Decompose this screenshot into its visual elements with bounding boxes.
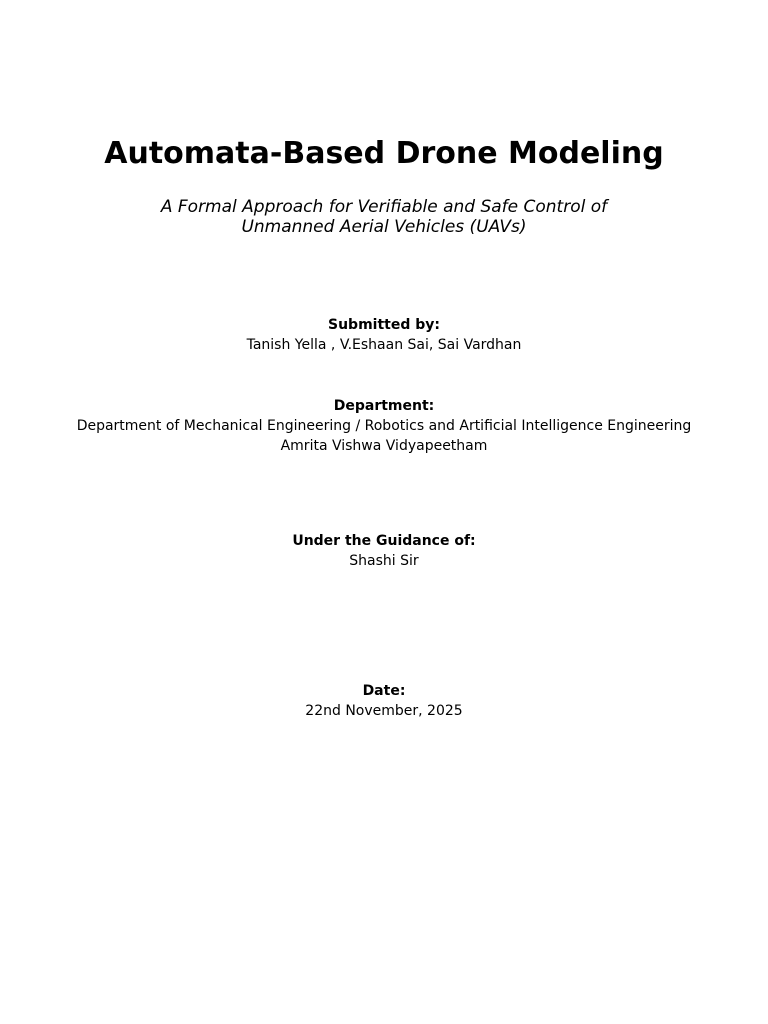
submitted-by-section [0, 315, 768, 355]
guide-name: Shashi Sir [349, 553, 419, 569]
date-section [0, 681, 768, 721]
document-subtitle [0, 197, 768, 237]
department-label: Department: [333, 398, 435, 414]
subtitle-line-2: Unmanned Aerial Vehicles (UAVs) [241, 217, 527, 237]
guidance-label: Under the Guidance of: [292, 533, 476, 549]
guidance-section [0, 531, 768, 571]
submitted-by-label: Submitted by: [328, 317, 440, 333]
document-title: Automata-Based Drone Modeling [104, 136, 664, 171]
author-names: Tanish Yella , V.Eshaan Sai, Sai Vardhan [246, 337, 522, 353]
university-name: Amrita Vishwa Vidyapeetham [280, 438, 488, 454]
department-section [0, 396, 768, 456]
department-name: Department of Mechanical Engineering / Robotics and Artificial Intelligence Engineering [76, 418, 692, 434]
date-label: Date: [362, 683, 406, 699]
subtitle-line-1: A Formal Approach for Verifiable and Safe Control of [160, 197, 608, 217]
date-value: 22nd November, 2025 [305, 703, 463, 719]
